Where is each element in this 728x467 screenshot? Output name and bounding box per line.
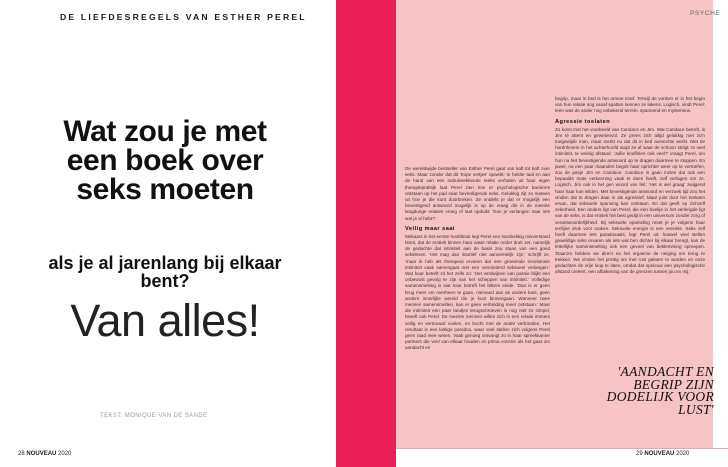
left-page bbox=[0, 0, 336, 467]
folio-right bbox=[636, 451, 689, 457]
headline: Wat zou je met een boek over seks moeten bbox=[63, 115, 267, 206]
section-tag: PSYCHE bbox=[690, 10, 721, 17]
intro-paragraph: De wereldwijde bestseller van Esther Perel gaat van kaft tot kaft over seks. Maar zonder dat dit 'trope vertjes' opwekt: In helder taal en aan de hand van een indrukwekkende reeks verhalen uit haar eigen therapiepraktijk laat Perel zien hoe er psychologische barrières ontstaan op het pad naar bevredigende seks. Gelukkig zijt ze meteen uit hoe je die kunt doorbreken. Ze ontdekt je dat er mogelijk een bevestigend antwoord mogelijk is op de vraag die in de meeste langdurige relaties vroeg of laat opduikt: 'Kan je verlangen naar iets wat je al hebt?' bbox=[405, 166, 550, 221]
article-column-1 bbox=[405, 166, 550, 352]
byline: TEKST: MONIQUE VAN DE SANDE bbox=[100, 413, 208, 419]
issue-year: 2020 bbox=[676, 451, 690, 457]
folio-left bbox=[18, 451, 71, 457]
magazine-name: NOUVEAU bbox=[644, 451, 675, 457]
body-paragraph: Zo komt met het voorbeeld van Candace en Jim. Wat Candace betreft, is Jim té attent en gewetenvol. Ze prees zich altijd gelukkig met zo'n toegewijde man, maar merkt nu dat dit in bed averechts werkt. Met de hardnhoerie in het achterhoofd stapt ze af waar de schoon striigt: te veel intimiteit, te weinig afstand. 'Jullie knuffelen ook veel?' vraagt Perel, om hun na het bevestigende antwoord op te dragen daarmee te stoppen. En jawel, na een paar maanden begint haar oprichter weer op te vertoefen, zou de pasje Jim en Candace. Candace is gaan inzien dat ook een bepaalde mate verkenning vaak te doen heeft, zelf verlagen om ze. Logisch, Jim ook in het gen woord van feit: 'Het is wel graag' zwijgend haar haar kan wilden. Met bevestigende antwoord en verzoek tijd zou het vinden dat te dragen daar in als agressief. Maar juist door het toelaten ervan, dat seksuele spanning kan ontstaan. En dat geeft op zichzelf zekerheid. Een anders ligt van Perel, die een boekje in het verlengde ligt van de seks, is dat erotiek het best gedijt in een universum zonder zorg of verantwoordelijkheid. Bij seksuele opwinding moet je je volgens haar tenfijne druk voor maken. Seksuele energie is een vereiste. Seks zelf heeft daarmee iets paradoxaals, legt Perel uit: hoewel veel stellen geweldige seks ervaren als iets wat ben dichter bij elkaar brengt, kan de letterlijke samensmelting ook een gevoel van beklemming oproepen. 'Daarom hebben we direct na het orgasme de neiging om terug te trekken. We vinden het prettig om met rust gelaten te worden en onze gedachten de vrije loop te laten, omdat dat opnieuw een psychologische afstand creëert, een afbakening van de grenzen tussen jou en mij.' bbox=[555, 126, 705, 275]
subheadline: als je al jarenlang bij elkaar bent? bbox=[48, 253, 282, 291]
page-number: 29 bbox=[636, 451, 643, 457]
subheading: Veilig maar saai bbox=[405, 225, 455, 232]
body-paragraph: Mekaars in het eerste hoofdstuk legt Perel een hardnekkig misverstand bloot, dat de erotiek binnen haar vaste relatie onder druk zet, namelijk de gedachte dat intimiteit aan de basis zou staan van een goed seksleven. 'Het mag dan intuïtief niet aannemelijk zijn,' schrijft ze, 'maar ik heb als therapeut ervaren dat een groeiende emotionele intimiteit vaak samengaat met een verminderd seksueel verlangen.' Wat haar betreft zit het zelfs zo: 'Het verdwijnen van passie blijkt een onbewust gevolg te zijn van het scheppen van intimiteit.' Volledige samensmelting is wat haar betreft het bittere einde. 'Dan is er geen brug meer om overheen te gaan, niemand aan de andere kant, geen andere innerlijke wereld die je kunt binnengaan. Wanneer twee mensen samensmelten, kan er geen verbinding meer ontstaan.' Maar die intimiteit een paar tandjes terugschroeven is nog niet zo simpel, beseft ook Perel. De meeste mensen willen zich in een relatie immers veilig en vertrouwd voelen, en bocht met de ander verbonden. Het resultaat is een lastige paradox, waar veel stellen zich volgens Perel geen raad mee weten. Vaak genoeg ontvangt zo in haar spreekkamer partners die veel van elkaar houden en prima voorzie als het gaat om aandacht en bbox=[405, 233, 550, 351]
article-kicker: DE LIEFDESREGELS VAN ESTHER PEREL bbox=[60, 12, 307, 22]
pull-quote: 'AANDACHT EN BEGRIP ZIJN DODELIJK VOOR LUST' bbox=[606, 364, 714, 417]
magenta-spine-band bbox=[336, 0, 396, 467]
body-paragraph: begrip, maar in bed is het armoe troef. Terwijl de vonken er in het begin van hun relatie nog vanaf spatten kennen ze lakens. Logisch, vindt Perel: teen was de ander nog onbekend terrein, spannend en mysterieus. bbox=[555, 96, 705, 114]
panel-bottom-edge bbox=[396, 448, 728, 449]
issue-year: 2020 bbox=[58, 451, 72, 457]
magazine-name: NOUVEAU bbox=[26, 451, 57, 457]
page-number: 28 bbox=[18, 451, 25, 457]
article-column-2 bbox=[555, 96, 705, 275]
subheading: Agressie toelaten bbox=[555, 118, 611, 125]
headline-large: Van alles! bbox=[70, 295, 260, 346]
